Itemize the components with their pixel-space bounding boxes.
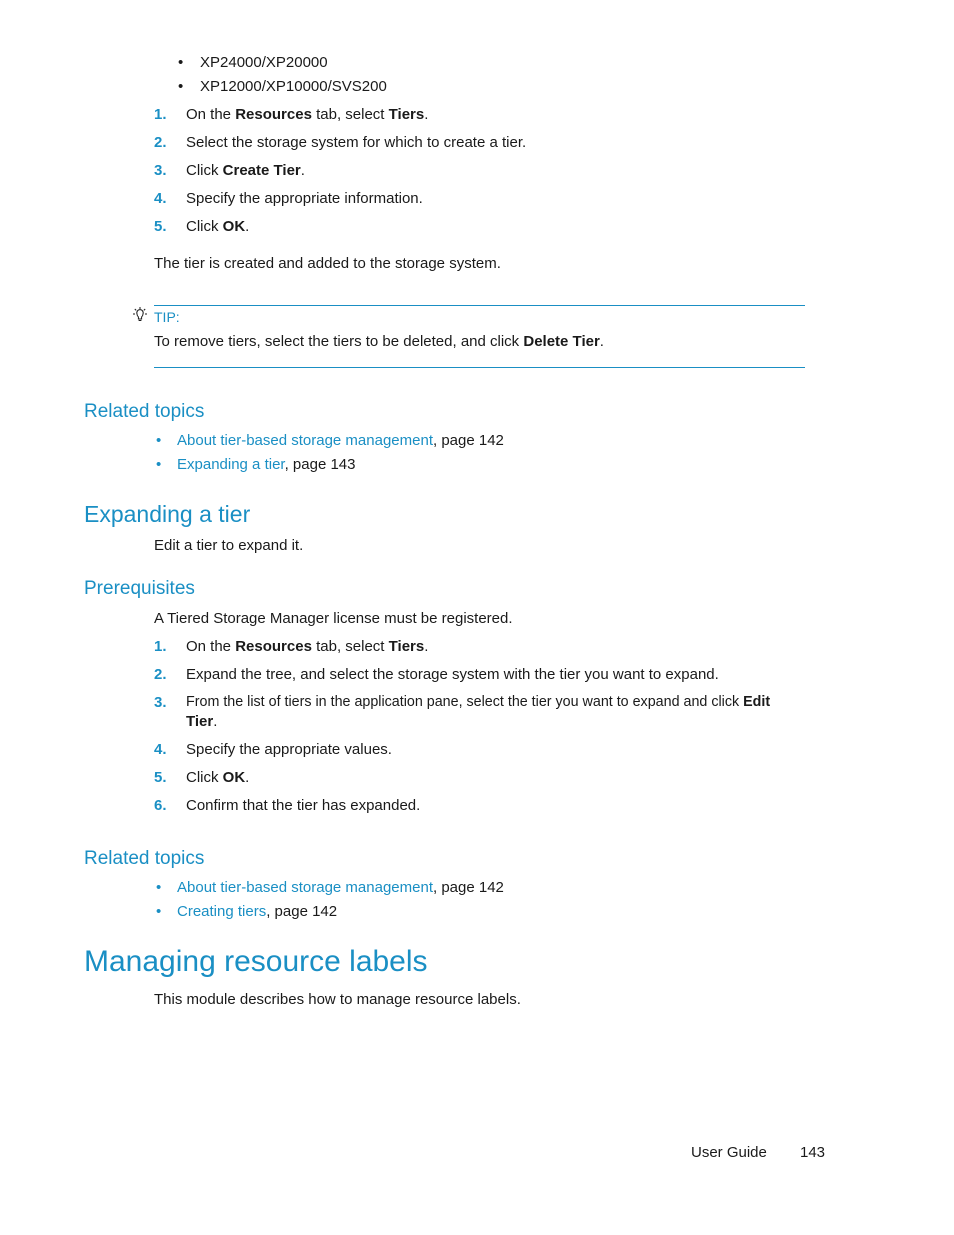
step-number: 4. xyxy=(154,190,167,207)
step-number: 5. xyxy=(154,769,167,786)
step-number: 3. xyxy=(154,162,167,179)
step-number: 6. xyxy=(154,797,167,814)
related-topics-heading: Related topics xyxy=(84,401,205,422)
step-number: 5. xyxy=(154,218,167,235)
bullet-dot: • xyxy=(156,903,162,920)
related-link[interactable]: Expanding a tier xyxy=(177,456,285,473)
tip-label: TIP: xyxy=(154,309,180,325)
related-item: About tier-based storage management, page 142 xyxy=(177,879,504,896)
step-number: 4. xyxy=(154,741,167,758)
step-text: Expand the tree, and select the storage system with the tier you want to expand. xyxy=(186,666,719,683)
step-text: Specify the appropriate values. xyxy=(186,741,392,758)
bullet-dot: • xyxy=(156,432,162,449)
related-topics-heading: Related topics xyxy=(84,848,205,869)
section-heading-expanding: Expanding a tier xyxy=(84,501,251,527)
prerequisites-heading: Prerequisites xyxy=(84,578,195,599)
tip-bottom-rule xyxy=(154,367,805,368)
step-text: Specify the appropriate information. xyxy=(186,190,423,207)
step-text: Confirm that the tier has expanded. xyxy=(186,797,421,814)
footer-page-number: 143 xyxy=(800,1144,826,1161)
expanding-intro: Edit a tier to expand it. xyxy=(154,537,304,554)
step-text: Click Create Tier. xyxy=(186,162,305,179)
bullet-item: XP24000/XP20000 xyxy=(200,54,328,71)
related-item: About tier-based storage management, page 142 xyxy=(177,432,504,449)
step-text-continued: Tier. xyxy=(186,713,218,730)
step-text: On the Resources tab, select Tiers. xyxy=(186,638,429,655)
step-number: 1. xyxy=(154,106,167,123)
related-item: Creating tiers, page 142 xyxy=(177,903,338,920)
step-number: 2. xyxy=(154,134,167,151)
step-text: Click OK. xyxy=(186,769,250,786)
step-number: 1. xyxy=(154,638,167,655)
tip-top-rule xyxy=(154,305,805,306)
bullet-dot: • xyxy=(178,54,184,71)
related-item: Expanding a tier, page 143 xyxy=(177,456,356,473)
step-number: 2. xyxy=(154,666,167,683)
footer-label: User Guide xyxy=(691,1144,767,1161)
step-number: 3. xyxy=(154,694,167,711)
chapter-heading-managing: Managing resource labels xyxy=(84,945,428,978)
step-text: Click OK. xyxy=(186,218,250,235)
step-text: On the Resources tab, select Tiers. xyxy=(186,106,429,123)
create-result-text: The tier is created and added to the storage system. xyxy=(154,255,501,272)
step-text: Select the storage system for which to create a tier. xyxy=(186,134,527,151)
managing-intro: This module describes how to manage resource labels. xyxy=(154,991,521,1008)
tip-text: To remove tiers, select the tiers to be deleted, and click Delete Tier. xyxy=(154,333,604,350)
step-text: From the list of tiers in the application pane, select the tier you want to expand and click Edit xyxy=(186,694,771,710)
bullet-dot: • xyxy=(156,879,162,896)
lightbulb-icon xyxy=(130,306,150,328)
related-link[interactable]: Creating tiers xyxy=(177,903,267,920)
related-link[interactable]: About tier-based storage management xyxy=(177,432,433,449)
bullet-dot: • xyxy=(156,456,162,473)
bullet-item: XP12000/XP10000/SVS200 xyxy=(200,78,387,95)
related-link[interactable]: About tier-based storage management xyxy=(177,879,433,896)
bullet-dot: • xyxy=(178,78,184,95)
prerequisites-text: A Tiered Storage Manager license must be registered. xyxy=(154,610,513,627)
